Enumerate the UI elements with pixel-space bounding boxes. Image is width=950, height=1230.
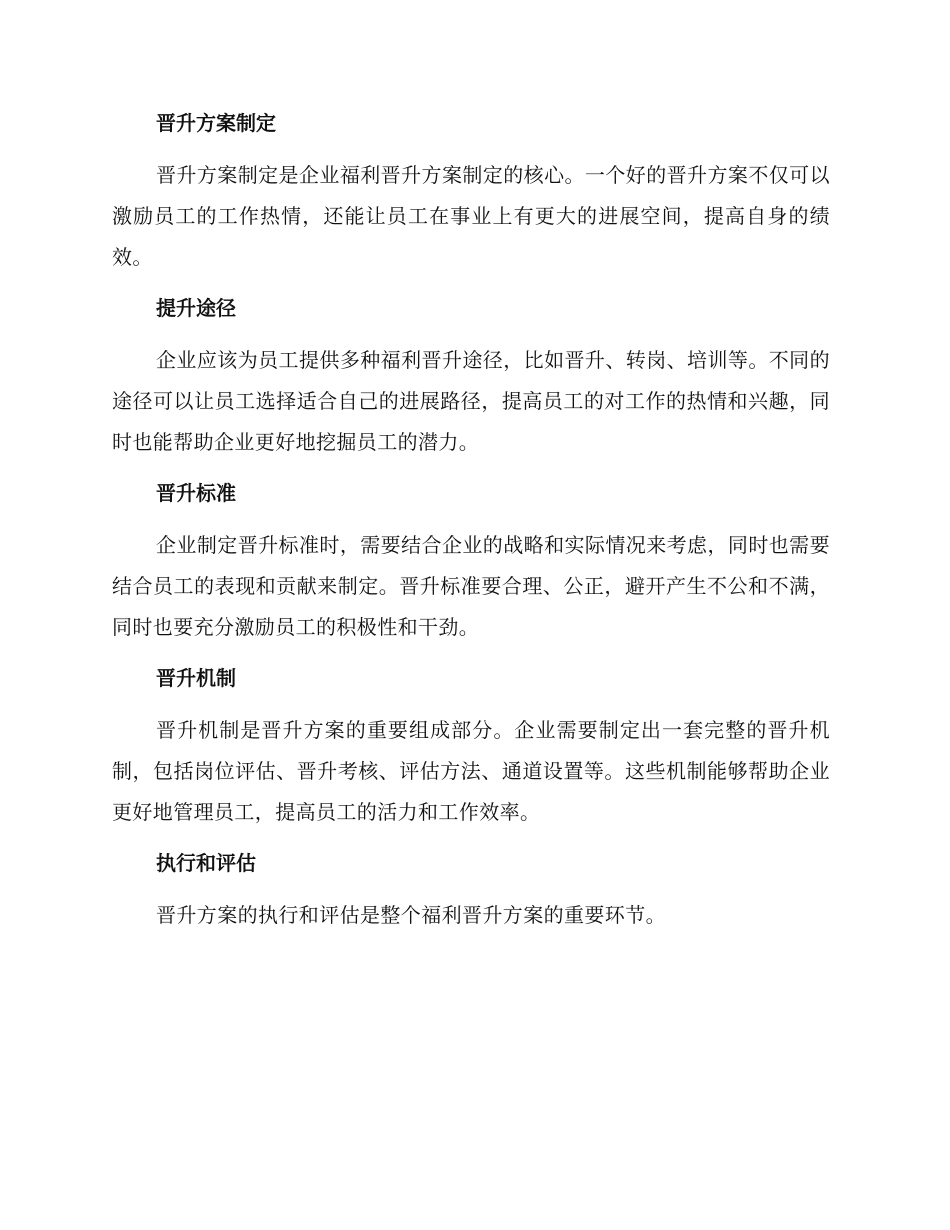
section-heading: 晋升方案制定 — [156, 111, 276, 135]
section-execution-evaluation — [112, 848, 830, 936]
section-promotion-mechanism — [112, 663, 830, 833]
section-promotion-criteria — [112, 478, 830, 648]
section-heading: 晋升机制 — [156, 666, 236, 690]
section-paragraph: 晋升方案制定是企业福利晋升方案制定的核心。一个好的晋升方案不仅可以激励员工的工作热情，还能让员工在事业上有更大的进展空间，提高自身的绩效。 — [112, 163, 830, 269]
section-paragraph: 企业制定晋升标准时，需要结合企业的战略和实际情况来考虑，同时也需要结合员工的表现和贡献来制定。晋升标准要合理、公正，避开产生不公和不满，同时也要充分激励员工的积极性和干劲。 — [112, 533, 830, 639]
section-heading: 执行和评估 — [156, 851, 256, 875]
section-heading: 提升途径 — [156, 296, 236, 320]
section-promotion-paths — [112, 293, 830, 463]
section-paragraph: 晋升机制是晋升方案的重要组成部分。企业需要制定出一套完整的晋升机制，包括岗位评估、晋升考核、评估方法、通道设置等。这些机制能够帮助企业更好地管理员工，提高员工的活力和工作效率。 — [112, 718, 830, 824]
section-heading: 晋升标准 — [156, 481, 236, 505]
section-paragraph: 晋升方案的执行和评估是整个福利晋升方案的重要环节。 — [156, 903, 666, 927]
section-promotion-plan — [112, 108, 830, 278]
section-paragraph: 企业应该为员工提供多种福利晋升途径，比如晋升、转岗、培训等。不同的途径可以让员工选择适合自己的进展路径，提高员工的对工作的热情和兴趣，同时也能帮助企业更好地挖掘员工的潜力。 — [112, 348, 830, 454]
document-page — [112, 108, 830, 936]
